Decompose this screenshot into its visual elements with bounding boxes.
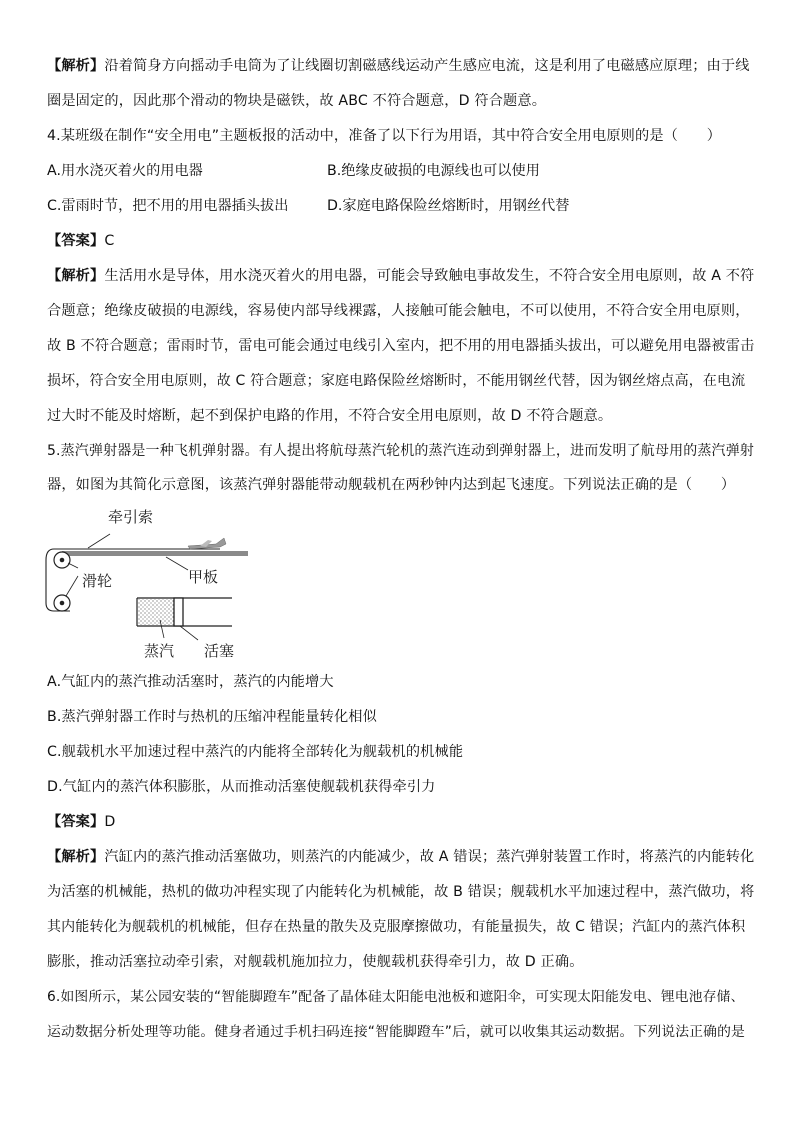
steam-catapult-diagram xyxy=(40,500,260,665)
q4-analysis-line: 【解析】生活用水是导体，用水浇灭着火的用电器，可能会导致触电事故发生，不符合安全用电原则，故 A 不符 xyxy=(47,268,755,284)
q5-answer: 【答案】D xyxy=(47,814,116,830)
q4-option-b: B.绝缘皮破损的电源线也可以使用 xyxy=(327,163,540,179)
q4-analysis-line: 损坏，符合安全用电原则，故 C 符合题意；家庭电路保险丝熔断时，不能用钢丝代替，因为钢丝熔点高，在电流 xyxy=(47,373,746,389)
analysis-line: 圈是固定的，因此那个滑动的物块是磁铁，故 ABC 不符合题意，D 符合题意。 xyxy=(47,93,547,109)
steam-region xyxy=(138,599,174,625)
label-traction-rope: 牵引索 xyxy=(108,508,154,526)
q5-analysis-line: 为活塞的机械能，热机的做功冲程实现了内能转化为机械能，故 B 错误；舰载机水平加速过程中，蒸汽做功，将 xyxy=(47,884,755,900)
question-4-stem: 4.某班级在制作“安全用电”主题板报的活动中，准备了以下行为用语，其中符合安全用电原则的是（ ） xyxy=(47,128,722,144)
q5-analysis-line: 膨胀，推动活塞拉动牵引索，对舰载机施加拉力，使舰载机获得牵引力，故 D 正确。 xyxy=(47,954,584,970)
analysis-tag: 【解析】 xyxy=(47,268,105,284)
q4-analysis-line: 故 B 不符合题意；雷雨时节，雷电可能会通过电线引入室内，把不用的用电器插头拔出，可以避免用电器被雷击 xyxy=(47,338,755,354)
aircraft-icon xyxy=(188,538,226,549)
q5-option-c: C.舰载机水平加速过程中蒸汽的内能将全部转化为舰载机的机械能 xyxy=(47,744,464,760)
q5-option-b: B.蒸汽弹射器工作时与热机的压缩冲程能量转化相似 xyxy=(47,709,377,725)
q4-option-d: D.家庭电路保险丝熔断时，用钢丝代替 xyxy=(327,198,570,214)
q5-analysis-line: 其内能转化为舰载机的机械能，但存在热量的散失及克服摩擦做功，有能量损失，故 C 错误；汽缸内的蒸汽体积 xyxy=(47,919,746,935)
deck xyxy=(62,551,248,556)
q5-option-d: D.气缸内的蒸汽体积膨胀，从而推动活塞使舰载机获得牵引力 xyxy=(47,779,436,795)
analysis-tag: 【解析】 xyxy=(47,58,105,74)
question-5-stem: 5.蒸汽弹射器是一种飞机弹射器。有人提出将航母蒸汽轮机的蒸汽连动到弹射器上，进而发明了航母用的蒸汽弹射 xyxy=(47,443,755,459)
answer-tag: 【答案】 xyxy=(47,233,105,249)
q4-analysis-line: 合题意；绝缘皮破损的电源线，容易使内部导线裸露，人接触可能会触电，不可以使用，不符合安全用电原则， xyxy=(47,303,750,319)
q5-analysis-line: 【解析】汽缸内的蒸汽推动活塞做功，则蒸汽的内能减少，故 A 错误；蒸汽弹射装置工作时，将蒸汽的内能转化 xyxy=(47,849,755,865)
q5-option-a: A.气缸内的蒸汽推动活塞时，蒸汽的内能增大 xyxy=(47,674,334,690)
answer-tag: 【答案】 xyxy=(47,814,105,830)
analysis-tag: 【解析】 xyxy=(47,849,105,865)
question-5-stem: 器，如图为其简化示意图，该蒸汽弹射器能带动舰载机在两秒钟内达到起飞速度。下列说法正确的是（ ） xyxy=(47,477,736,493)
q4-option-a: A.用水浇灭着火的用电器 xyxy=(47,163,203,179)
question-6-stem: 运动数据分析处理等功能。健身者通过手机扫码连接“智能脚蹬车”后，就可以收集其运动数据。下列说法正确的是 xyxy=(47,1024,745,1040)
analysis-line: 【解析】沿着简身方向摇动手电筒为了让线圈切割磁感线运动产生感应电流，这是利用了电磁感应原理；由于线 xyxy=(47,58,750,74)
label-steam: 蒸汽 xyxy=(144,642,175,660)
question-6-stem: 6.如图所示，某公园安装的“智能脚蹬车”配备了晶体硅太阳能电池板和遮阳伞，可实现太阳能发电、锂电池存储、 xyxy=(47,989,745,1005)
label-pulley: 滑轮 xyxy=(82,572,113,590)
q4-option-c: C.雷雨时节，把不用的用电器插头拔出 xyxy=(47,198,289,214)
piston xyxy=(174,598,183,626)
q4-analysis-line: 过大时不能及时熔断，起不到保护电路的作用，不符合安全用电原则，故 D 不符合题意。 xyxy=(47,408,613,424)
label-piston: 活塞 xyxy=(204,642,235,660)
label-deck: 甲板 xyxy=(188,568,219,586)
q4-answer: 【答案】C xyxy=(47,233,115,249)
